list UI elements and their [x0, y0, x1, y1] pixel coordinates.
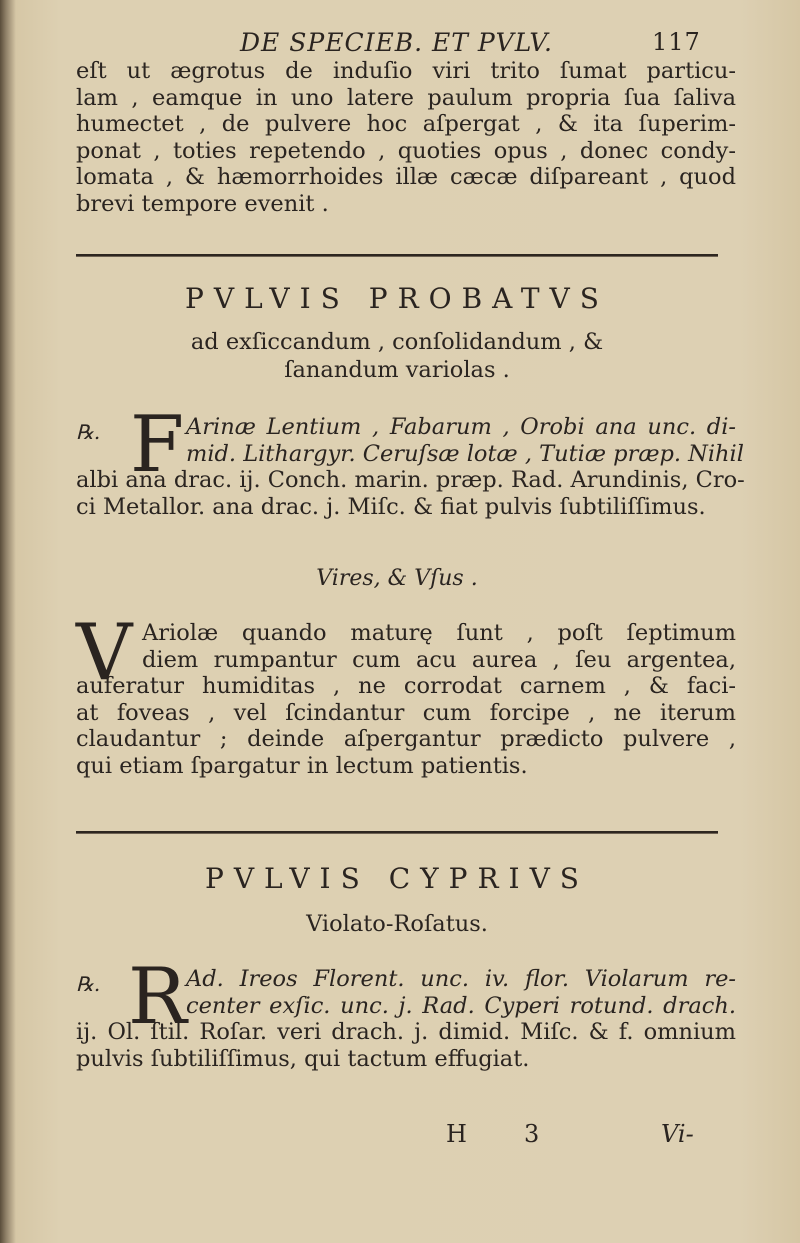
drop-cap: V	[76, 608, 133, 698]
text-line: at foveas , vel ſcindantur cum forcipe , ne iterum	[76, 699, 736, 726]
text-line: albi ana drac. ij. Conch. marin. præp. Rad. Arundinis, Cro-	[76, 467, 745, 493]
signature-number: 3	[524, 1120, 540, 1148]
text-line: Ariolæ quando maturę ſunt , poſt ſeptimum	[142, 620, 736, 646]
text-line: eſt ut ægrotus de induſio viri trito ſumat particu-	[76, 58, 736, 84]
recipe-line	[186, 966, 736, 1019]
section-title: PVLVIS PROBATVS	[185, 282, 609, 315]
text-line: lam , eamque in uno latere paulum propria ſua ſaliva	[76, 84, 736, 111]
running-head	[240, 28, 720, 57]
recipe-sign: ℞.	[76, 420, 101, 444]
catchword: Vi-	[661, 1120, 694, 1148]
text-line: ponat , toties repetendo , quoties opus , donec condy-	[76, 137, 736, 164]
page-number: 117	[652, 28, 701, 56]
section-divider	[76, 254, 718, 257]
signature-mark: H	[446, 1120, 467, 1148]
usage-lines-indented	[142, 620, 736, 673]
text-line: Ad. Ireos Florent. unc. iv. flor. Violarum re-	[186, 966, 736, 992]
text-line: qui etiam ſpargatur in lectum patientis.	[76, 752, 528, 779]
text-line: pulvis ſubtiliſſimus, qui tactum effugiat.	[76, 1045, 530, 1072]
text-line: humectet , de pulvere hoc aſpergat , & ita ſuperim-	[76, 111, 736, 137]
text-line: mid. Lithargyr. Ceruſsæ lotæ , Tutiæ præp. Nihil	[186, 440, 744, 467]
section-title: PVLVIS CYPRIVS	[205, 862, 589, 895]
drop-cap: F	[130, 400, 185, 490]
section-subtitle	[76, 328, 718, 384]
text-line: center exſic. unc. j. Rad. Cyperi rotund. drach.	[186, 992, 736, 1019]
text-line: auferatur humiditas , ne corrodat carnem , & faci-	[76, 673, 736, 699]
section-divider	[76, 831, 718, 834]
subtitle-line: ad exſiccandum , conſolidandum , &	[190, 329, 604, 355]
text-line: lomata , & hæmorrhoides illæ cæcæ diſpareant , quod	[76, 164, 736, 190]
recipe-continuation	[76, 467, 745, 520]
recipe-sign: ℞.	[76, 972, 101, 996]
text-line: ij. Ol. ſtil. Roſar. veri drach. j. dimid. Miſc. & f. omnium	[76, 1019, 736, 1045]
running-head-title: DE SPECIEB. ET PVLV.	[240, 28, 553, 57]
text-line: claudantur ; deinde aſpergantur prædicto pulvere ,	[76, 726, 736, 752]
section-subtitle: Violato-Roſatus.	[306, 911, 488, 937]
vires-heading: Vires, & Vſus .	[316, 566, 478, 591]
recipe-line	[186, 414, 744, 467]
drop-cap: R	[128, 952, 187, 1042]
text-line: ci Metallor. ana drac. j. Miſc. & fiat pulvis ſubtiliſſimus.	[76, 493, 706, 520]
recipe-continuation	[76, 1019, 736, 1072]
intro-paragraph	[76, 58, 736, 217]
usage-paragraph	[76, 673, 736, 779]
text-line: brevi tempore evenit .	[76, 190, 329, 217]
text-line: diem rumpantur cum acu aurea , ſeu argentea,	[142, 646, 736, 673]
subtitle-line: ſanandum variolas .	[284, 357, 510, 383]
text-line: Arinæ Lentium , Fabarum , Orobi ana unc. di-	[186, 414, 736, 440]
